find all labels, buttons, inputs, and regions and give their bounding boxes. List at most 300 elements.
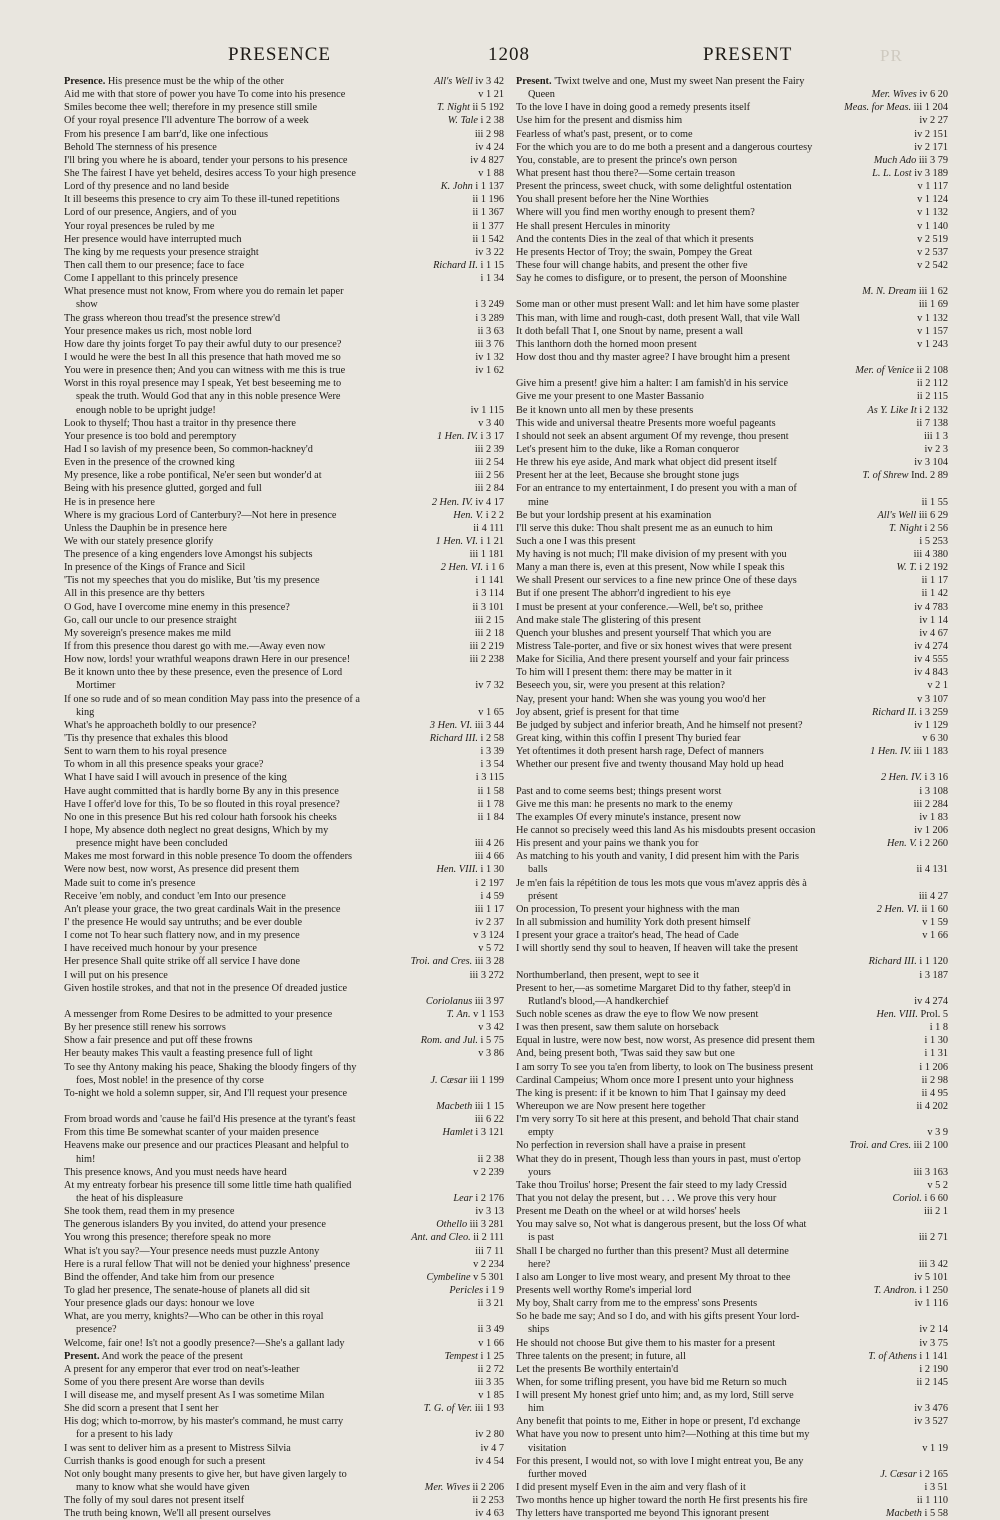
quotation-body: It ill beseems this presence to cry aim To these ill-tuned repetitions	[64, 194, 340, 206]
concordance-line	[64, 1245, 504, 1258]
concordance-line	[64, 719, 504, 732]
act-scene-line: v 1 117	[917, 181, 948, 193]
quotation-text	[64, 1403, 218, 1414]
quotation-body: Where will you find men worthy enough to present them?	[516, 207, 755, 219]
citation	[475, 798, 504, 811]
act-scene-line: iv 3 22	[475, 246, 504, 258]
quotation-text	[64, 1285, 310, 1296]
quotation-body: Be it known unto thee by these presence, even the presence of Lord	[64, 667, 343, 679]
citation	[846, 1139, 948, 1152]
quotation-body: Worst in this royal presence may I speak, Yet best beseeming me to	[64, 378, 342, 390]
play-abbreviation: Hen. V.	[453, 509, 484, 521]
act-scene-line: iii 2 219	[469, 641, 504, 653]
quotation-text	[516, 1062, 813, 1073]
concordance-line	[516, 1402, 948, 1415]
concordance-line	[516, 877, 948, 890]
quotation-text	[516, 1416, 800, 1427]
quotation-body: Give me this man: he presents no mark to the enemy	[516, 798, 733, 810]
citation	[916, 1337, 948, 1350]
citation	[468, 404, 504, 417]
act-scene-line: iv 1 83	[919, 811, 948, 823]
quotation-text	[516, 1285, 691, 1296]
quotation-text	[516, 1154, 801, 1165]
act-scene-line: iv 6 20	[919, 89, 948, 101]
act-scene-line: iii 4 66	[474, 851, 504, 863]
citation	[919, 574, 948, 587]
concordance-line	[64, 1363, 504, 1376]
concordance-line	[516, 1126, 948, 1139]
act-scene-line: iii 2 71	[918, 1232, 948, 1244]
act-scene-line: ii 2 111	[473, 1232, 504, 1244]
quotation-body: I hope, My absence doth neglect no great designs, Which by my	[64, 825, 329, 837]
quotation-text	[516, 168, 735, 179]
quotation-text	[516, 1364, 678, 1375]
concordance-line	[516, 522, 948, 535]
quotation-body: Go, call our uncle to our presence straight	[64, 614, 237, 626]
act-scene-line: v 1 65	[478, 706, 504, 718]
act-scene-line: i 2 176	[475, 1192, 504, 1204]
quotation-text	[516, 588, 731, 599]
play-abbreviation: T. Night	[888, 522, 922, 534]
play-abbreviation: 2 Hen. VI.	[876, 903, 920, 915]
concordance-line	[516, 1113, 948, 1126]
quotation-body: Two months hence up higher toward the north He first presents his fire	[516, 1495, 808, 1507]
quotation-body: So he bade me say; And so I do, and with his gifts present Your lord-	[516, 1311, 800, 1323]
citation	[472, 469, 504, 482]
act-scene-line: iv 4 555	[914, 654, 948, 666]
quotation-text	[64, 1364, 299, 1375]
act-scene-line: iv 2 3	[924, 443, 948, 455]
citation	[914, 863, 948, 876]
concordance-line	[64, 1139, 504, 1152]
act-scene-line: i 1 141	[475, 575, 504, 587]
citation	[841, 101, 948, 114]
act-scene-line: iv 7 32	[475, 680, 504, 692]
quotation-text	[64, 1206, 234, 1217]
quotation-text	[516, 1075, 793, 1086]
quotation-text	[64, 562, 245, 573]
quotation-text	[516, 457, 777, 468]
concordance-line	[64, 417, 504, 430]
citation	[871, 154, 948, 167]
play-abbreviation: Mer. of Venice	[855, 365, 914, 377]
concordance-line	[516, 285, 948, 298]
right-column	[516, 75, 948, 1520]
concordance-line	[64, 1376, 504, 1389]
concordance-line	[516, 1442, 948, 1455]
concordance-line	[516, 141, 948, 154]
play-abbreviation: T. Andron.	[873, 1284, 917, 1296]
concordance-line	[516, 771, 948, 784]
quotation-text	[516, 1508, 769, 1519]
citation	[475, 1389, 504, 1402]
concordance-line	[516, 745, 948, 758]
concordance-line	[64, 1350, 504, 1363]
citation	[869, 167, 948, 180]
act-scene-line: i 3 16	[924, 772, 948, 784]
concordance-line	[64, 114, 504, 127]
quotation-text	[64, 812, 337, 823]
quotation-text	[76, 299, 98, 310]
concordance-line	[64, 1113, 504, 1126]
quotation-body: Your presence glads our days: honour we love	[64, 1298, 255, 1310]
citation	[914, 417, 948, 430]
play-abbreviation: T. of Athens	[868, 1350, 917, 1362]
act-scene-line: v 1 140	[917, 220, 948, 232]
citation	[911, 666, 948, 679]
quotation-text	[64, 1180, 351, 1191]
concordance-line	[64, 561, 504, 574]
quotation-text	[516, 299, 799, 310]
quotation-body: What's he approacheth boldly to our presence?	[64, 719, 257, 731]
quotation-text	[516, 470, 739, 481]
play-abbreviation: Hen. VIII.	[876, 1008, 918, 1020]
quotation-body: You, constable, are to present the prince's own person	[516, 154, 737, 166]
act-scene-line: iv 4 783	[914, 601, 948, 613]
quotation-body: Have I offer'd love for this, To be so flouted in this royal presence?	[64, 798, 340, 810]
quotation-text	[64, 720, 256, 731]
act-scene-line: iv 4 274	[914, 641, 948, 653]
act-scene-line: v 1 59	[922, 917, 948, 928]
act-scene-line: iv 1 14	[919, 614, 948, 626]
quotation-body: A present for any emperor that ever trod on neat's-leather	[64, 1363, 300, 1375]
headword: Present.	[64, 1350, 100, 1362]
quotation-body: many to know what she would have given	[76, 1482, 250, 1494]
quotation-body: foes, Most noble! in the presence of thy corse	[76, 1074, 264, 1086]
act-scene-line: iv 3 104	[914, 457, 948, 469]
quotation-text	[64, 1338, 345, 1349]
act-scene-line: i 3 259	[919, 706, 948, 718]
quotation-body: Then call them to our presence; face to face	[64, 259, 245, 271]
act-scene-line: i 2 260	[919, 838, 948, 850]
quotation-text	[64, 1009, 332, 1020]
act-scene-line: iv 3 75	[919, 1337, 948, 1349]
act-scene-line: iii 1 15	[474, 1100, 504, 1112]
concordance-line	[64, 1205, 504, 1218]
quotation-text	[516, 155, 737, 166]
concordance-line	[516, 272, 948, 285]
quotation-body: In all submission and humility York doth present himself	[516, 917, 751, 928]
citation	[472, 916, 504, 929]
act-scene-line: v 1 66	[478, 1337, 504, 1349]
citation	[914, 206, 948, 219]
quotation-text	[64, 76, 284, 87]
play-abbreviation: K. John	[440, 181, 473, 193]
act-scene-line: i 1 120	[919, 956, 948, 968]
concordance-line	[516, 496, 948, 509]
quotation-text	[64, 378, 341, 389]
concordance-line	[516, 666, 948, 679]
play-abbreviation: T. Night	[436, 102, 470, 114]
quotation-text	[516, 970, 699, 981]
citation	[472, 482, 504, 495]
quotation-body: On procession, To present your highness with the man	[516, 903, 740, 915]
quotation-body: What, are you merry, knights?—Who can be other in this royal	[64, 1311, 324, 1323]
act-scene-line: ii 4 131	[916, 864, 948, 876]
concordance-line	[516, 417, 948, 430]
quotation-text	[516, 483, 797, 494]
citation	[472, 141, 504, 154]
play-abbreviation: Mer. Wives	[424, 1482, 470, 1494]
concordance-line	[64, 745, 504, 758]
citation	[919, 1074, 948, 1087]
act-scene-line: iii 3 163	[913, 1166, 948, 1178]
act-scene-line: ii 2 145	[916, 1376, 948, 1388]
act-scene-line: iv 1 32	[475, 351, 504, 363]
concordance-line	[64, 193, 504, 206]
quotation-body: king	[76, 706, 95, 718]
act-scene-line: i 1 21	[480, 535, 504, 547]
concordance-line	[64, 916, 504, 929]
quotation-body: To see thy Antony making his peace, Shaking the bloody fingers of thy	[64, 1061, 357, 1073]
concordance-line	[64, 298, 504, 311]
act-scene-line: v 1 124	[917, 194, 948, 206]
quotation-text	[64, 483, 262, 494]
quotation-text	[64, 917, 302, 928]
citation	[922, 1481, 948, 1494]
concordance-line	[516, 719, 948, 732]
citation	[914, 180, 948, 193]
play-abbreviation: 2 Hen. IV.	[431, 496, 473, 508]
act-scene-line: v 1 157	[917, 325, 948, 337]
play-abbreviation: All's Well	[877, 509, 917, 521]
concordance-line	[64, 627, 504, 640]
quotation-body: If one so rude and of so mean condition May pass into the presence of a	[64, 693, 360, 705]
act-scene-line: v 1 85	[478, 1390, 504, 1402]
act-scene-line: iii 2 284	[913, 798, 948, 810]
act-scene-line: iv 2 171	[914, 141, 948, 153]
quotation-text	[516, 207, 755, 218]
act-scene-line: iv 4 7	[480, 1442, 504, 1454]
quotation-body: He cannot so precisely weed this land As his misdoubts present occasion	[516, 825, 816, 837]
quotation-body: Your presence makes us rich, most noble lord	[64, 325, 252, 337]
quotation-body: Je m'en fais la répétition de tous les mots que vous m'avez appris dès à	[516, 877, 807, 889]
quotation-body: By her presence still renew his sorrows	[64, 1022, 226, 1034]
act-scene-line: i 2 38	[480, 115, 504, 127]
concordance-line	[516, 206, 948, 219]
concordance-line	[64, 587, 504, 600]
citation	[433, 1100, 504, 1113]
act-scene-line: iv 4 54	[475, 1455, 504, 1467]
quotation-text	[516, 313, 800, 324]
act-scene-line: ii 7 138	[916, 417, 948, 429]
citation	[874, 903, 948, 916]
citation	[472, 679, 504, 692]
act-scene-line: v 2 239	[473, 1166, 504, 1178]
citation	[408, 1231, 504, 1244]
citation	[884, 837, 948, 850]
citation	[919, 916, 948, 929]
concordance-line	[516, 469, 948, 482]
play-abbreviation: Othello	[436, 1219, 468, 1231]
concordance-line	[64, 1034, 504, 1047]
quotation-text	[76, 391, 340, 402]
act-scene-line: v 2 519	[917, 233, 948, 245]
quotation-body: And make stale The glistering of this present	[516, 614, 701, 626]
citation	[472, 1455, 504, 1468]
concordance-line	[516, 679, 948, 692]
quotation-body: From this time Be somewhat scanter of your maiden presence	[64, 1127, 319, 1139]
quotation-text	[64, 904, 340, 915]
citation	[472, 443, 504, 456]
concordance-line	[64, 75, 504, 88]
quotation-body: His present and your pains we thank you for	[516, 838, 699, 850]
citation	[470, 206, 504, 219]
citation	[924, 679, 948, 692]
quotation-text	[516, 707, 679, 718]
quotation-text	[64, 1219, 326, 1230]
citation	[911, 601, 948, 614]
quotation-text	[64, 878, 195, 889]
quotation-body: What they do in present, Though less than yours in past, must o'ertop	[516, 1153, 801, 1165]
quotation-body: The examples Of every minute's instance, present now	[516, 811, 741, 823]
concordance-line	[516, 1218, 948, 1231]
act-scene-line: i 5 58	[924, 1508, 948, 1520]
quotation-text	[64, 1127, 319, 1138]
quotation-text	[64, 497, 155, 508]
quotation-body: To-night we hold a solemn supper, sir, And I'll request your presence	[64, 1087, 348, 1099]
concordance-line	[64, 101, 504, 114]
act-scene-line: v 3 42	[478, 1022, 504, 1034]
quotation-body: the heat of his displeasure	[76, 1192, 183, 1204]
quotation-body: The presence of a king engenders love Amongst his subjects	[64, 549, 313, 561]
act-scene-line: ii 1 42	[921, 588, 948, 600]
quotation-text	[64, 1311, 324, 1322]
act-scene-line: i 2 132	[919, 404, 948, 416]
quotation-body: How now, lords! your wrathful weapons drawn Here in our presence!	[64, 654, 351, 666]
citation	[916, 890, 948, 903]
quotation-body: Currish thanks is good enough for such a present	[64, 1455, 266, 1467]
quotation-text	[516, 628, 771, 639]
concordance-line	[516, 364, 948, 377]
quotation-body: Some man or other must present Wall: and let him have some plaster	[516, 299, 800, 311]
quotation-text	[516, 536, 636, 547]
quotation-text	[64, 155, 348, 166]
concordance-line	[64, 1192, 504, 1205]
citation	[914, 1494, 948, 1507]
citation	[916, 1231, 948, 1244]
citation	[475, 88, 504, 101]
concordance-line	[516, 653, 948, 666]
quotation-text	[516, 510, 711, 521]
quotation-body: Such noble scenes as draw the eye to flow We now present	[516, 1008, 759, 1020]
concordance-line	[516, 1284, 948, 1297]
citation	[472, 1205, 504, 1218]
citation	[871, 1284, 948, 1297]
citation	[472, 456, 504, 469]
quotation-body: To glad her presence, The senate-house of planets all did sit	[64, 1284, 310, 1296]
citation	[916, 1363, 948, 1376]
citation	[472, 338, 504, 351]
quotation-body: Unless the Dauphin be in presence here	[64, 522, 227, 534]
quotation-body: Bind the offender, And take him from our presence	[64, 1271, 275, 1283]
act-scene-line: ii 1 84	[477, 811, 504, 823]
concordance-line	[64, 1047, 504, 1060]
concordance-line	[64, 1258, 504, 1271]
quotation-text	[516, 562, 785, 573]
quotation-body: All in this presence are thy betters	[64, 588, 205, 600]
quotation-text	[64, 221, 215, 232]
citation	[916, 627, 948, 640]
citation	[430, 259, 504, 272]
concordance-line	[516, 128, 948, 141]
act-scene-line: iii 1 69	[918, 299, 948, 311]
act-scene-line: iii 3 97	[474, 995, 504, 1007]
concordance-line	[516, 1258, 948, 1271]
act-scene-line: iii 2 18	[474, 627, 504, 639]
act-scene-line: iii 3 42	[918, 1258, 948, 1270]
act-scene-line: iv 3 42	[475, 76, 504, 87]
citation	[475, 1153, 504, 1166]
quotation-body: presence?	[76, 1324, 117, 1336]
quotation-body: He should not choose But give them to his master for a present	[516, 1337, 776, 1349]
citation	[873, 1008, 948, 1021]
quotation-text	[528, 996, 669, 1007]
concordance-line	[64, 1271, 504, 1284]
play-abbreviation: Pericles	[449, 1284, 484, 1296]
quotation-body: Take thou Troilus' horse; Present the fair steed to my lady Cressid	[516, 1179, 787, 1191]
quotation-text	[64, 510, 336, 521]
citation	[924, 1179, 948, 1192]
concordance-line	[516, 443, 948, 456]
play-abbreviation: Hen. V.	[886, 838, 917, 850]
quotation-text	[64, 746, 227, 757]
quotation-body: My boy, Shalt carry from me to the empress' sons Presents	[516, 1298, 758, 1310]
citation	[478, 745, 504, 758]
quotation-text	[64, 588, 205, 599]
concordance-line	[64, 1153, 504, 1166]
quotation-text	[64, 1259, 350, 1270]
quotation-body: here?	[528, 1258, 551, 1270]
quotation-text	[516, 444, 739, 455]
concordance-line	[64, 259, 504, 272]
headword: Present.	[516, 76, 552, 87]
citation	[911, 640, 948, 653]
quotation-body: I'll serve this duke: Thou shalt present me as an eunuch to him	[516, 522, 773, 534]
quotation-text	[64, 628, 231, 639]
citation	[467, 548, 504, 561]
concordance-line	[64, 1481, 504, 1494]
quotation-text	[64, 772, 287, 783]
act-scene-line: i 1 30	[480, 864, 504, 876]
quotation-body: Let the presents Be worthily entertain'd	[516, 1363, 679, 1375]
citation	[867, 745, 948, 758]
concordance-line	[516, 1297, 948, 1310]
quotation-text	[64, 457, 235, 468]
act-scene-line: iii 2 54	[474, 457, 504, 469]
play-abbreviation: Hamlet	[442, 1127, 473, 1139]
quotation-body: Lord of thy presence and no land beside	[64, 181, 229, 193]
quotation-body: Quench your blushes and present yourself That which you are	[516, 627, 772, 639]
act-scene-line: ii 1 55	[921, 496, 948, 508]
citation	[916, 1323, 948, 1336]
act-scene-line: iv 1 129	[914, 719, 948, 731]
citation	[914, 259, 948, 272]
quotation-text	[516, 76, 804, 87]
concordance-line	[64, 706, 504, 719]
quotation-text	[528, 1167, 551, 1178]
quotation-body: From his presence I am barr'd, like one infectious	[64, 128, 269, 140]
concordance-line	[516, 863, 948, 876]
quotation-body: You shall present before her the Nine Worthies	[516, 194, 709, 206]
act-scene-line: v 2 537	[917, 246, 948, 258]
quotation-text	[528, 1232, 554, 1243]
quotation-text	[64, 418, 296, 429]
concordance-line	[516, 1310, 948, 1323]
quotation-text	[516, 102, 750, 113]
quotation-text	[76, 838, 228, 849]
citation	[914, 325, 948, 338]
